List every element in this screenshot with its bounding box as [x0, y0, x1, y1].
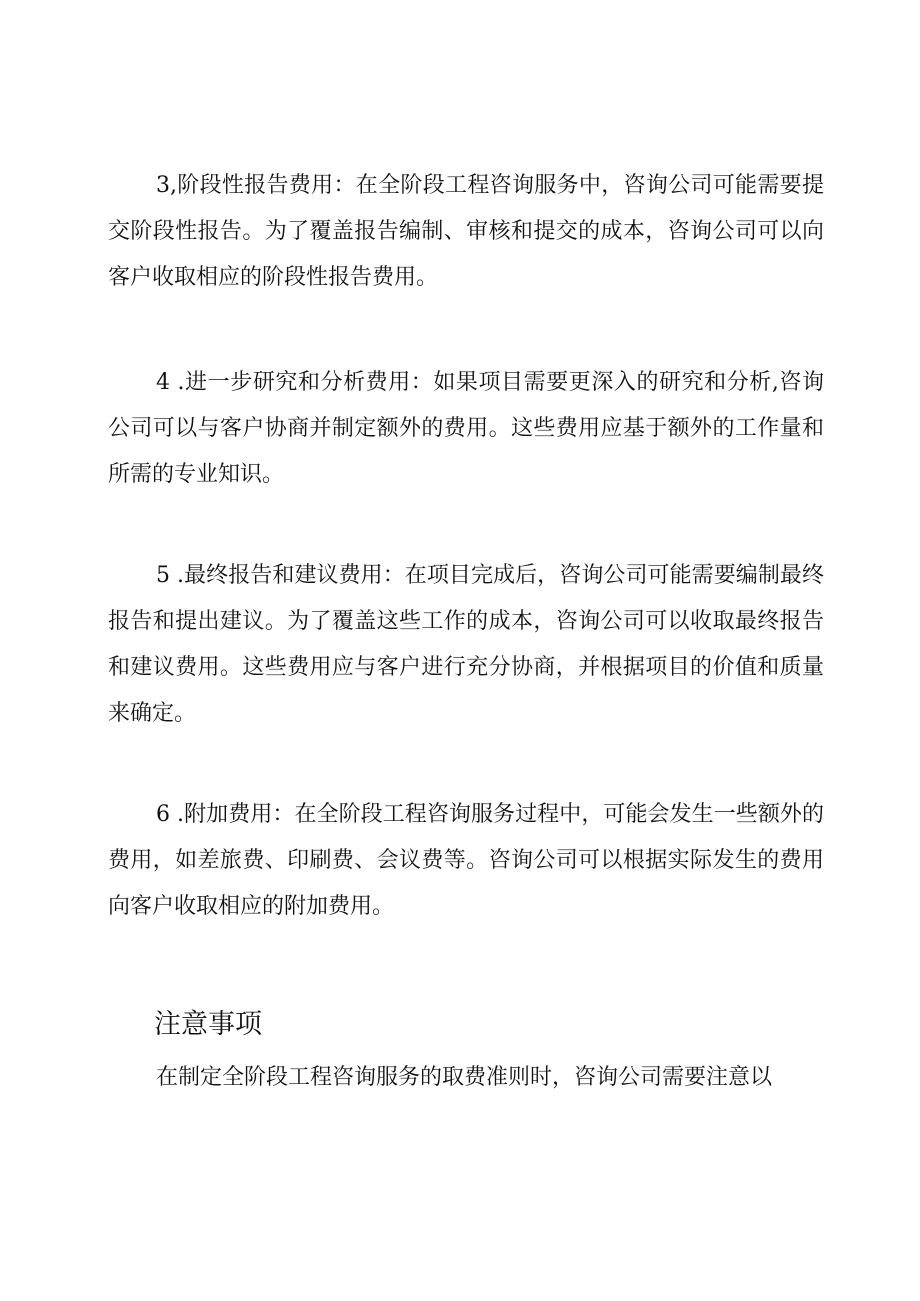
section-intro-text: 在制定全阶段工程咨询服务的取费准则时，咨询公司需要注意以 — [156, 1065, 773, 1090]
section-heading: 注意事项 — [154, 1009, 262, 1040]
fee-item-additional: 6 .附加费用：在全阶段工程咨询服务过程中，可能会发生一些额外的费用，如差旅费、印刷费、会议费等。咨询公司可以根据实际发生的费用向客户收取相应的附加费用。 — [108, 802, 824, 919]
fee-item-final-report: 5 .最终报告和建议费用：在项目完成后，咨询公司可能需要编制最终报告和提出建议。为了覆盖这些工作的成本，咨询公司可以收取最终报告和建议费用。这些费用应与客户进行充分协商，并根据项目的价值和质量来确定。 — [108, 563, 824, 726]
fee-item-stage-report: 3,阶段性报告费用：在全阶段工程咨询服务中，咨询公司可能需要提交阶段性报告。为了覆盖报告编制、审核和提交的成本，咨询公司可以向客户收取相应的阶段性报告费用。 — [108, 173, 824, 290]
fee-item-further-research: 4 .进一步研究和分析费用：如果项目需要更深入的研究和分析,咨询公司可以与客户协商并制定额外的费用。这些费用应基于额外的工作量和所需的专业知识。 — [108, 370, 824, 487]
